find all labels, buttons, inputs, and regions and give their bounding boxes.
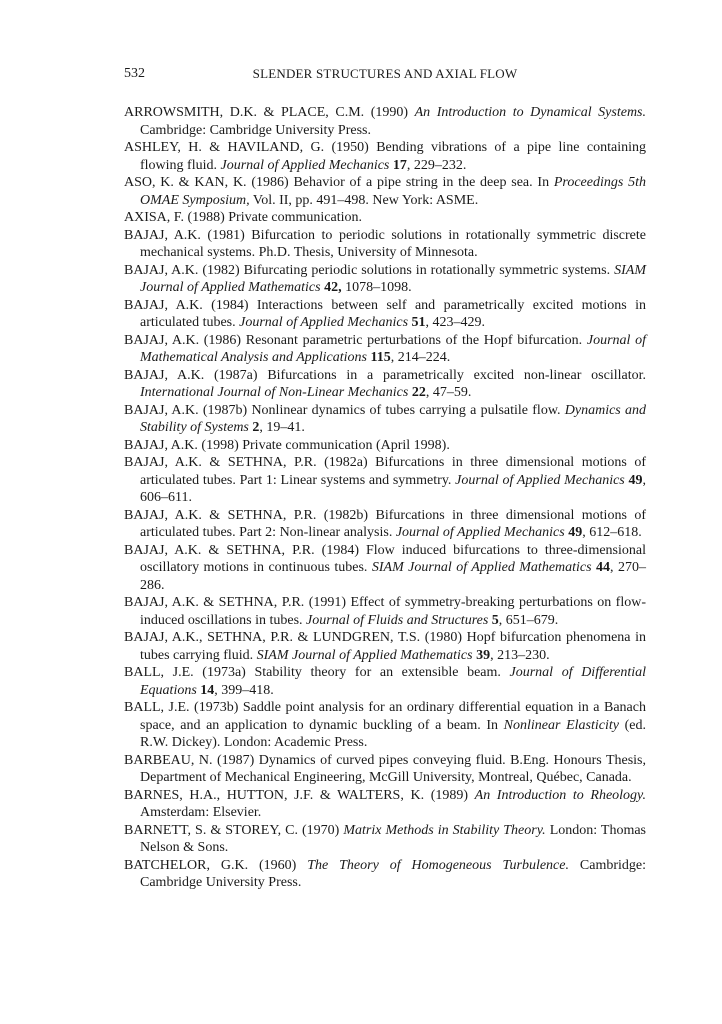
reference-entry <box>124 542 646 595</box>
reference-text: , 47–59. <box>425 385 472 400</box>
reference-entry <box>124 787 646 822</box>
reference-volume: 44 <box>596 560 611 575</box>
reference-text: London: Thomas Nelson & Sons. <box>140 822 646 855</box>
reference-title: An Introduction to Rheology. <box>474 787 647 803</box>
reference-title: An Introduction to Dynamical Systems. <box>414 105 646 120</box>
reference-entry <box>124 857 646 892</box>
reference-volume: 22 <box>411 385 426 400</box>
reference-entry <box>124 822 646 857</box>
reference-text: BARNETT, S. & STOREY, C. (1970) <box>124 822 344 838</box>
page-number: 532 <box>124 66 145 81</box>
reference-text: BAJAJ, A.K. (1982) Bifurcating periodic solutions in rotationally symmetric systems. <box>124 262 615 278</box>
reference-text: BAJAJ, A.K. & SETHNA, P.R. (1984) Flow induced bifurcations to three-dimensional oscillatory motions in continuous tubes. <box>124 542 646 575</box>
reference-title: Journal of Applied Mechanics <box>239 315 409 330</box>
reference-text: BAJAJ, A.K. (1987a) Bifurcations in a parametrically excited non-linear oscillator. <box>124 367 646 383</box>
reference-list <box>124 104 646 892</box>
reference-entry <box>124 752 646 787</box>
reference-text: , 19–41. <box>259 420 305 435</box>
reference-text: BATCHELOR, G.K. (1960) <box>124 857 308 873</box>
reference-text: , 229–232. <box>406 157 467 173</box>
reference-title: Journal of Applied Mechanics <box>455 472 625 488</box>
reference-entry <box>124 367 646 402</box>
reference-title: Journal of Applied Mechanics <box>220 157 390 173</box>
reference-entry <box>124 297 646 332</box>
reference-text: ARROWSMITH, D.K. & PLACE, C.M. (1990) <box>124 105 415 120</box>
reference-title: Journal of Mathematical Analysis and Applications <box>140 332 646 365</box>
reference-title: SIAM Journal of Applied Mathematics <box>371 560 592 575</box>
reference-text: (ed. R.W. Dickey). London: Academic Press. <box>140 717 646 750</box>
reference-title: Matrix Methods in Stability Theory. <box>343 822 546 838</box>
reference-text: , 270–286. <box>140 560 646 593</box>
reference-volume: 115 <box>370 350 391 365</box>
reference-text: , 651–679. <box>498 612 559 628</box>
reference-text: , 612–618. <box>582 525 642 540</box>
reference-entry <box>124 454 646 507</box>
reference-entry <box>124 629 646 664</box>
reference-text: BAJAJ, A.K. & SETHNA, P.R. (1982a) Bifurcations in three dimensional motions of articulated tubes. Part 1: Linear systems and symmetry. <box>124 455 646 488</box>
reference-title: Journal of Fluids and Structures <box>306 612 489 628</box>
reference-volume: 42, <box>324 280 342 295</box>
reference-text: Vol. II, pp. 491–498. New York: ASME. <box>249 192 479 208</box>
reference-text: BAJAJ, A.K. (1987b) Nonlinear dynamics of tubes carrying a pulsatile flow. <box>124 402 565 418</box>
running-head: SLENDER STRUCTURES AND AXIAL FLOW <box>252 66 518 81</box>
reference-entry <box>124 174 646 209</box>
reference-text: BARNES, H.A., HUTTON, J.F. & WALTERS, K. (1989) <box>124 787 475 803</box>
reference-text: , 214–224. <box>390 350 451 365</box>
reference-volume: 5 <box>491 612 499 628</box>
reference-entry <box>124 594 646 629</box>
reference-volume: 14 <box>200 682 215 698</box>
reference-text: , 399–418. <box>214 682 274 698</box>
reference-title: Dynamics and Stability of Systems <box>140 402 646 435</box>
reference-entry <box>124 262 646 297</box>
reference-text: BAJAJ, A.K. & SETHNA, P.R. (1991) Effect of symmetry-breaking perturbations on flow-induced oscillations in tubes. <box>124 595 646 628</box>
reference-title: The Theory of Homogeneous Turbulence. <box>307 857 569 873</box>
reference-entry <box>124 664 646 699</box>
reference-volume: 49 <box>568 525 583 540</box>
reference-text: BAJAJ, A.K. (1998) Private communication (April 1998). <box>124 437 450 453</box>
reference-entry <box>124 332 646 367</box>
reference-volume: 51 <box>411 315 426 330</box>
reference-volume: 49 <box>628 472 643 488</box>
reference-text: , 423–429. <box>425 315 486 330</box>
reference-title: SIAM Journal of Applied Mathematics <box>256 647 473 663</box>
reference-title: SIAM Journal of Applied Mathematics <box>140 262 646 295</box>
reference-entry <box>124 402 646 437</box>
reference-text: BAJAJ, A.K. (1986) Resonant parametric perturbations of the Hopf bifurcation. <box>124 332 587 348</box>
reference-text: Cambridge: Cambridge University Press. <box>140 122 371 138</box>
reference-text: ASHLEY, H. & HAVILAND, G. (1950) Bending vibrations of a pipe line containing flowing fluid. <box>124 140 646 173</box>
reference-text: 1078–1098. <box>341 280 412 295</box>
reference-text: BAJAJ, A.K. (1981) Bifurcation to periodic solutions in rotationally symmetric discrete mechanical systems. Ph.D. Thesis, University of Minnesota. <box>124 227 646 260</box>
reference-text: Amsterdam: Elsevier. <box>140 805 262 820</box>
reference-text: BALL, J.E. (1973a) Stability theory for an extensible beam. <box>124 665 510 680</box>
reference-text: , 606–611. <box>140 472 646 505</box>
reference-volume: 39 <box>476 647 491 663</box>
reference-text: BAJAJ, A.K. & SETHNA, P.R. (1982b) Bifurcations in three dimensional motions of articulated tubes. Part 2: Non-linear analysis. <box>124 507 646 540</box>
reference-entry <box>124 437 646 455</box>
reference-entry <box>124 209 646 227</box>
reference-text: BALL, J.E. (1973b) Saddle point analysis for an ordinary differential equation in a Banach space, and an application to dynamic buckling of a beam. In <box>124 700 646 733</box>
reference-title: Journal of Differential Equations <box>140 665 647 698</box>
reference-volume: 2 <box>252 420 260 435</box>
reference-title: International Journal of Non-Linear Mechanics <box>140 385 409 400</box>
reference-text: AXISA, F. (1988) Private communication. <box>124 210 363 225</box>
reference-text: BARBEAU, N. (1987) Dynamics of curved pipes conveying fluid. B.Eng. Honours Thesis, Department of Mechanical Engineering, McGill University, Montreal, Québec, Canada. <box>124 752 646 785</box>
reference-text: BAJAJ, A.K., SETHNA, P.R. & LUNDGREN, T.S. (1980) Hopf bifurcation phenomena in tubes carrying fluid. <box>124 630 646 663</box>
reference-entry <box>124 699 646 752</box>
page-header <box>124 66 646 86</box>
reference-entry <box>124 227 646 262</box>
reference-entry <box>124 139 646 174</box>
reference-title: Proceedings 5th OMAE Symposium, <box>140 175 646 208</box>
reference-title: Nonlinear Elasticity <box>503 717 619 733</box>
reference-entry <box>124 104 646 139</box>
reference-text: ASO, K. & KAN, K. (1986) Behavior of a pipe string in the deep sea. In <box>124 175 554 190</box>
reference-text: , 213–230. <box>490 647 550 663</box>
reference-text: Cambridge: Cambridge University Press. <box>140 857 646 890</box>
reference-volume: 17 <box>392 157 407 173</box>
reference-title: Journal of Applied Mechanics <box>395 525 565 540</box>
reference-text: BAJAJ, A.K. (1984) Interactions between self and parametrically excited motions in articulated tubes. <box>124 297 646 330</box>
reference-entry <box>124 507 646 542</box>
